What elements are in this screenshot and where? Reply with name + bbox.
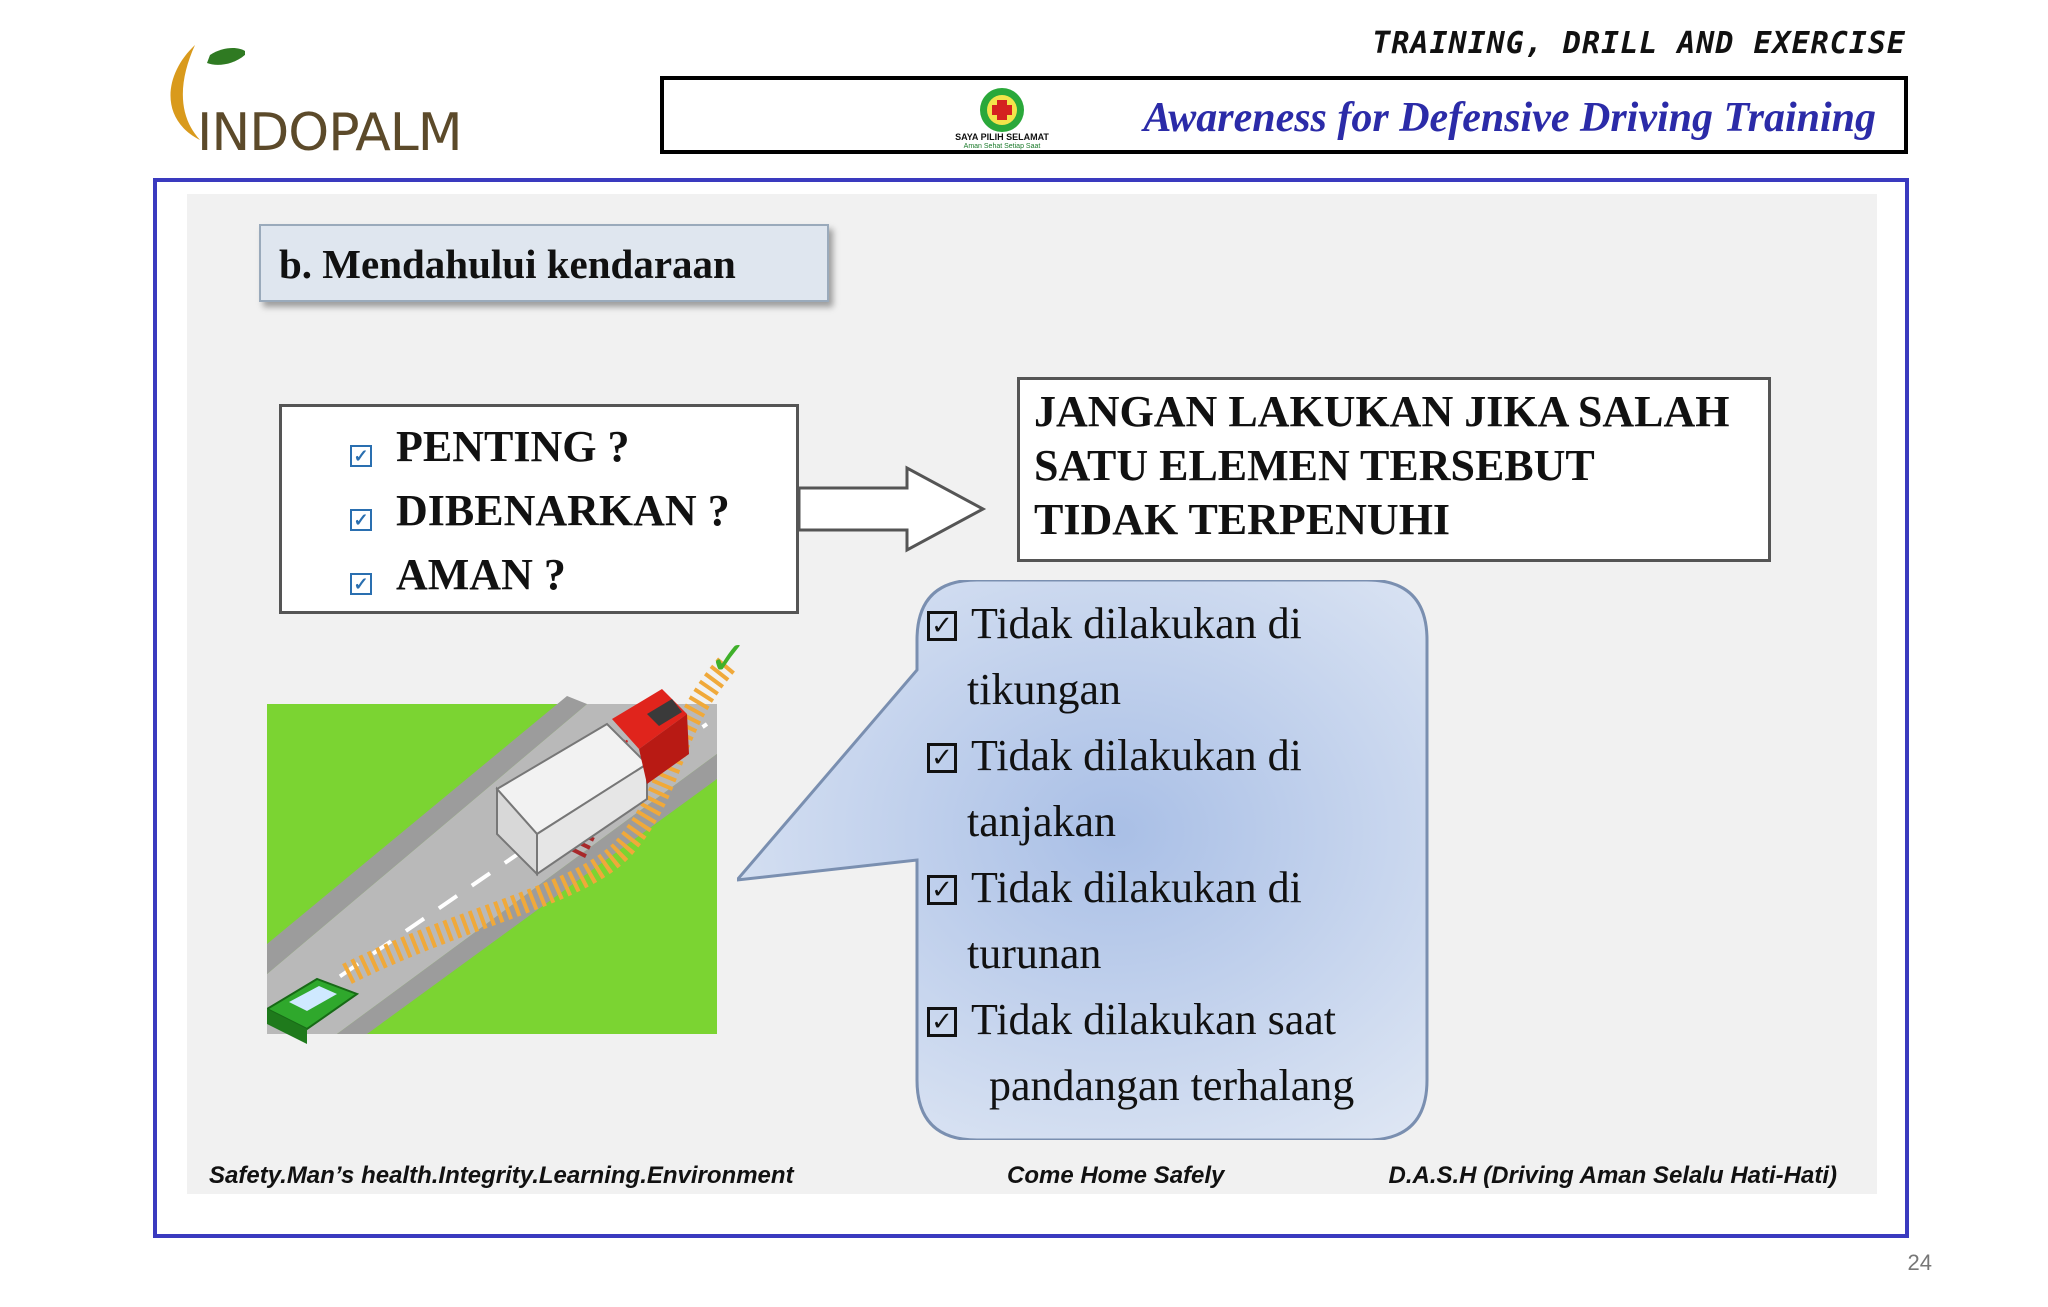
checkbox-icon: ✓ (350, 445, 372, 467)
course-title-box (660, 76, 1908, 154)
slide-content (187, 194, 1877, 1194)
checkbox-icon: ✓ (927, 875, 957, 905)
slide-heading-box (259, 224, 829, 302)
badge-line-2: Aman Sehat Setiap Saat (963, 143, 1041, 150)
rule-item-continuation: tikungan (967, 665, 1121, 714)
checkbox-icon: ✓ (927, 611, 957, 641)
rule-item: ✓ Tidak dilakukan di (927, 598, 1302, 649)
speech-bubble (737, 580, 1877, 1140)
rule-item-continuation: pandangan terhalang (989, 1061, 1355, 1110)
slide-heading: b. Mendahului kendaraan (279, 241, 736, 287)
rule-item: ✓ Tidak dilakukan saat (927, 994, 1336, 1045)
warning-box (1017, 377, 1771, 562)
page-number: 24 (1907, 1250, 1932, 1275)
course-title: Awareness for Defensive Driving Training (1143, 95, 1876, 141)
checklist-label: PENTING ? (396, 422, 630, 471)
rule-item-continuation: turunan (967, 929, 1102, 978)
cross-emblem-icon (942, 86, 1062, 134)
checkbox-icon: ✓ (350, 573, 372, 595)
warning-line: TIDAK TERPENUHI (1034, 495, 1451, 544)
rule-item: ✓ Tidak dilakukan di (927, 730, 1302, 781)
company-logo (155, 35, 495, 170)
footer-slogan: Come Home Safely (1007, 1162, 1225, 1189)
checklist-label: AMAN ? (396, 550, 566, 599)
slide-frame (153, 178, 1909, 1238)
rule-item: ✓ Tidak dilakukan di (927, 862, 1302, 913)
document-type: TRAINING, DRILL AND EXERCISE (1372, 26, 1906, 61)
rule-item-continuation: tanjakan (967, 797, 1117, 846)
warning-line: JANGAN LAKUKAN JIKA SALAH (1034, 387, 1730, 436)
checklist-box (279, 404, 799, 614)
checkbox-icon: ✓ (350, 509, 372, 531)
checklist-label: DIBENARKAN ? (396, 486, 730, 535)
arrow-right-icon (797, 464, 987, 554)
company-logo-text: INDOPALM (197, 103, 462, 163)
checkbox-icon: ✓ (927, 1007, 957, 1037)
checkbox-icon: ✓ (927, 743, 957, 773)
warning-line: SATU ELEMEN TERSEBUT (1034, 441, 1595, 490)
safety-badge (942, 86, 1062, 152)
badge-line-1: SAYA PILIH SELAMAT (955, 132, 1049, 142)
footer-dash: D.A.S.H (Driving Aman Selalu Hati-Hati) (1388, 1162, 1837, 1189)
check-mark-icon: ✓ (709, 631, 748, 685)
footer-values: Safety.Man’s health.Integrity.Learning.Environment (209, 1162, 794, 1189)
